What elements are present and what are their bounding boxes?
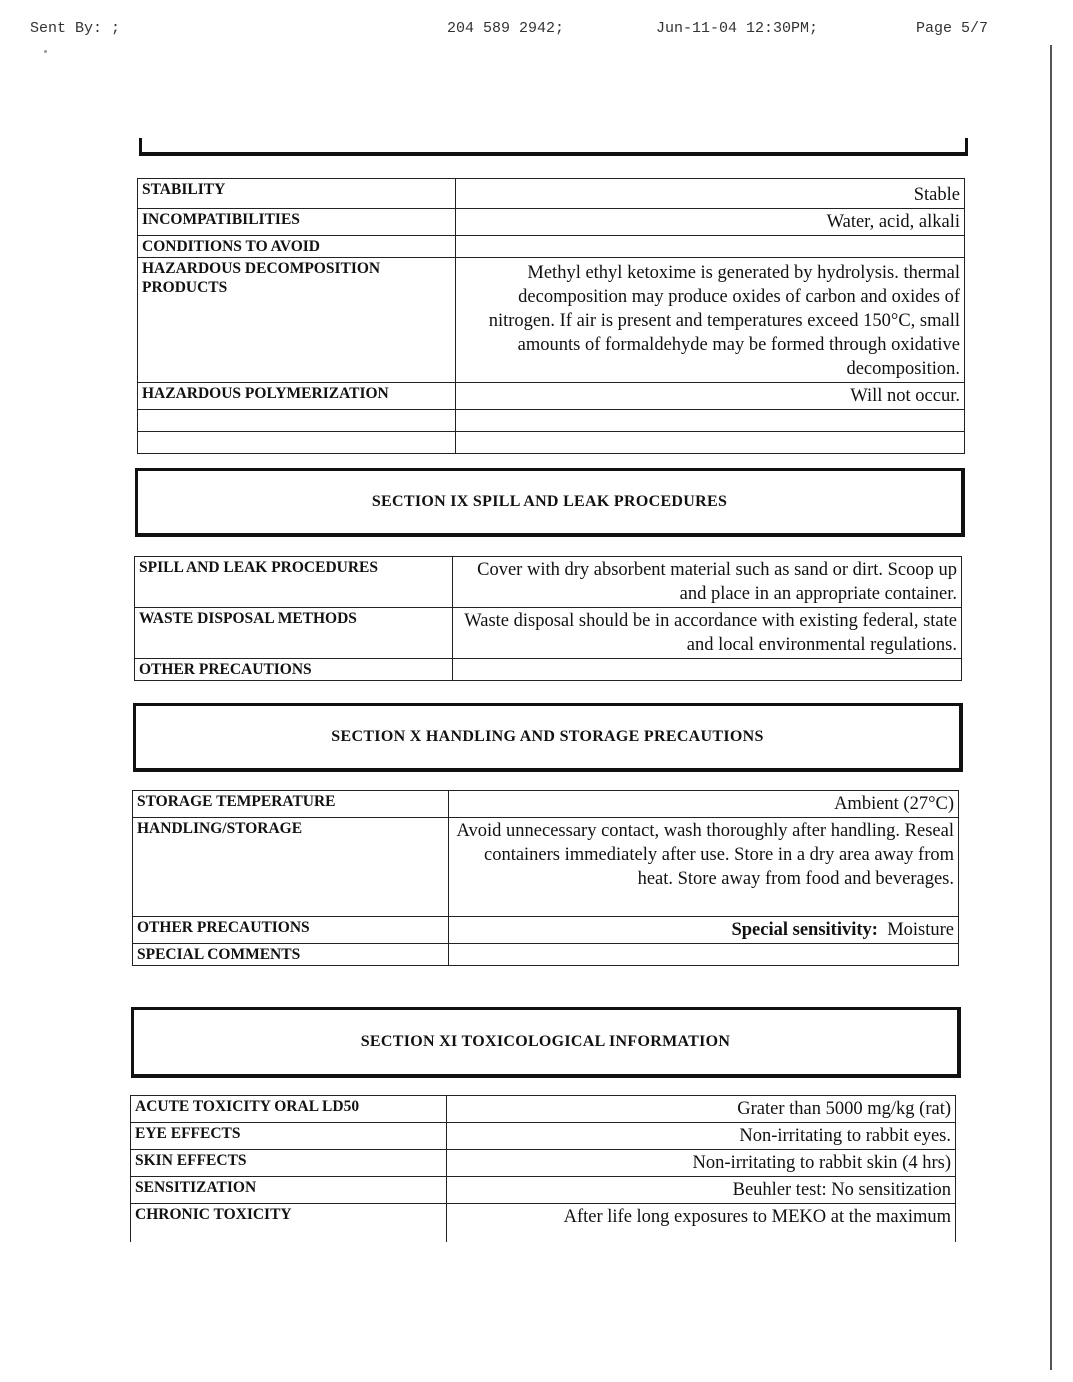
row-value xyxy=(456,236,965,258)
fax-phone: 204 589 2942; xyxy=(447,20,565,37)
row-label: ACUTE TOXICITY ORAL LD50 xyxy=(131,1096,447,1123)
row-label: SPECIAL COMMENTS xyxy=(133,944,449,966)
row-value: Non-irritating to rabbit skin (4 hrs) xyxy=(447,1150,956,1177)
table-row xyxy=(138,258,965,383)
row-label: OTHER PRECAUTIONS xyxy=(135,659,453,681)
row-value: Beuhler test: No sensitization xyxy=(447,1177,956,1204)
table-row xyxy=(131,1204,956,1242)
row-value: Methyl ethyl ketoxime is generated by hydrolysis. thermal decomposition may produce oxides of carbon and oxides of nitrogen. If air is present and temperatures exceed 150°C, small amounts of formaldehyde may be formed through oxidative decomposition. xyxy=(456,258,965,383)
value-text: Moisture xyxy=(887,920,954,940)
page-edge-rule xyxy=(1050,45,1052,1370)
row-value: After life long exposures to MEKO at the maximum xyxy=(447,1204,956,1242)
row-value: Water, acid, alkali xyxy=(456,209,965,236)
row-label: STABILITY xyxy=(138,179,456,209)
row-value: Grater than 5000 mg/kg (rat) xyxy=(447,1096,956,1123)
table-row xyxy=(133,791,959,818)
row-label: HAZARDOUS POLYMERIZATION xyxy=(138,383,456,410)
section-title: SECTION X HANDLING AND STORAGE PRECAUTIONS xyxy=(331,728,764,745)
value-emphasis: Special sensitivity: xyxy=(731,920,878,940)
row-value: Waste disposal should be in accordance with existing federal, state and local environmental regulations. xyxy=(453,608,962,659)
row-label: CHRONIC TOXICITY xyxy=(131,1204,447,1242)
fax-datetime: Jun-11-04 12:30PM; xyxy=(656,20,819,37)
table-row xyxy=(133,917,959,944)
row-label: HANDLING/STORAGE xyxy=(133,818,449,917)
row-value xyxy=(453,659,962,681)
row-value: Cover with dry absorbent material such as sand or dirt. Scoop up and place in an appropriate container. xyxy=(453,557,962,608)
row-label: SPILL AND LEAK PROCEDURES xyxy=(135,557,453,608)
table-row xyxy=(131,1150,956,1177)
table-row xyxy=(138,383,965,410)
row-value: Will not occur. xyxy=(456,383,965,410)
top-rule xyxy=(139,152,968,156)
table-row xyxy=(133,944,959,966)
row-value: Stable xyxy=(456,179,965,209)
row-value xyxy=(449,917,959,944)
section-x-header xyxy=(133,703,963,772)
section-title: SECTION IX SPILL AND LEAK PROCEDURES xyxy=(371,493,728,510)
row-label: EYE EFFECTS xyxy=(131,1123,447,1150)
table-row-empty xyxy=(138,410,965,432)
row-label: STORAGE TEMPERATURE xyxy=(133,791,449,818)
table-row xyxy=(138,179,965,209)
fax-page-number: Page 5/7 xyxy=(916,20,989,37)
row-label: CONDITIONS TO AVOID xyxy=(138,236,456,258)
section-xi-table xyxy=(130,1095,956,1242)
table-row xyxy=(131,1096,956,1123)
row-value: Avoid unnecessary contact, wash thoroughly after handling. Reseal containers immediately after use. Store in a dry area away from heat. Store away from food and beverages. xyxy=(449,818,959,917)
row-label: SENSITIZATION xyxy=(131,1177,447,1204)
row-label: HAZARDOUS DECOMPOSITION PRODUCTS xyxy=(138,258,456,383)
reactivity-table xyxy=(137,178,965,454)
table-row xyxy=(131,1123,956,1150)
table-row xyxy=(135,608,962,659)
scan-speck xyxy=(44,50,47,53)
table-row xyxy=(131,1177,956,1204)
section-ix-table xyxy=(134,556,962,681)
row-label: SKIN EFFECTS xyxy=(131,1150,447,1177)
section-ix-header xyxy=(135,468,965,537)
table-row xyxy=(138,209,965,236)
table-row xyxy=(133,818,959,917)
row-value: Ambient (27°C) xyxy=(449,791,959,818)
section-title: SECTION XI TOXICOLOGICAL INFORMATION xyxy=(360,1033,731,1050)
row-label: WASTE DISPOSAL METHODS xyxy=(135,608,453,659)
row-label: INCOMPATIBILITIES xyxy=(138,209,456,236)
table-row-empty xyxy=(138,432,965,454)
table-row xyxy=(138,236,965,258)
row-label: OTHER PRECAUTIONS xyxy=(133,917,449,944)
section-xi-header xyxy=(131,1007,961,1078)
section-x-table xyxy=(132,790,959,966)
row-value xyxy=(449,944,959,966)
table-row xyxy=(135,659,962,681)
fax-sent-by: Sent By: ; xyxy=(30,20,121,37)
table-row xyxy=(135,557,962,608)
row-value: Non-irritating to rabbit eyes. xyxy=(447,1123,956,1150)
